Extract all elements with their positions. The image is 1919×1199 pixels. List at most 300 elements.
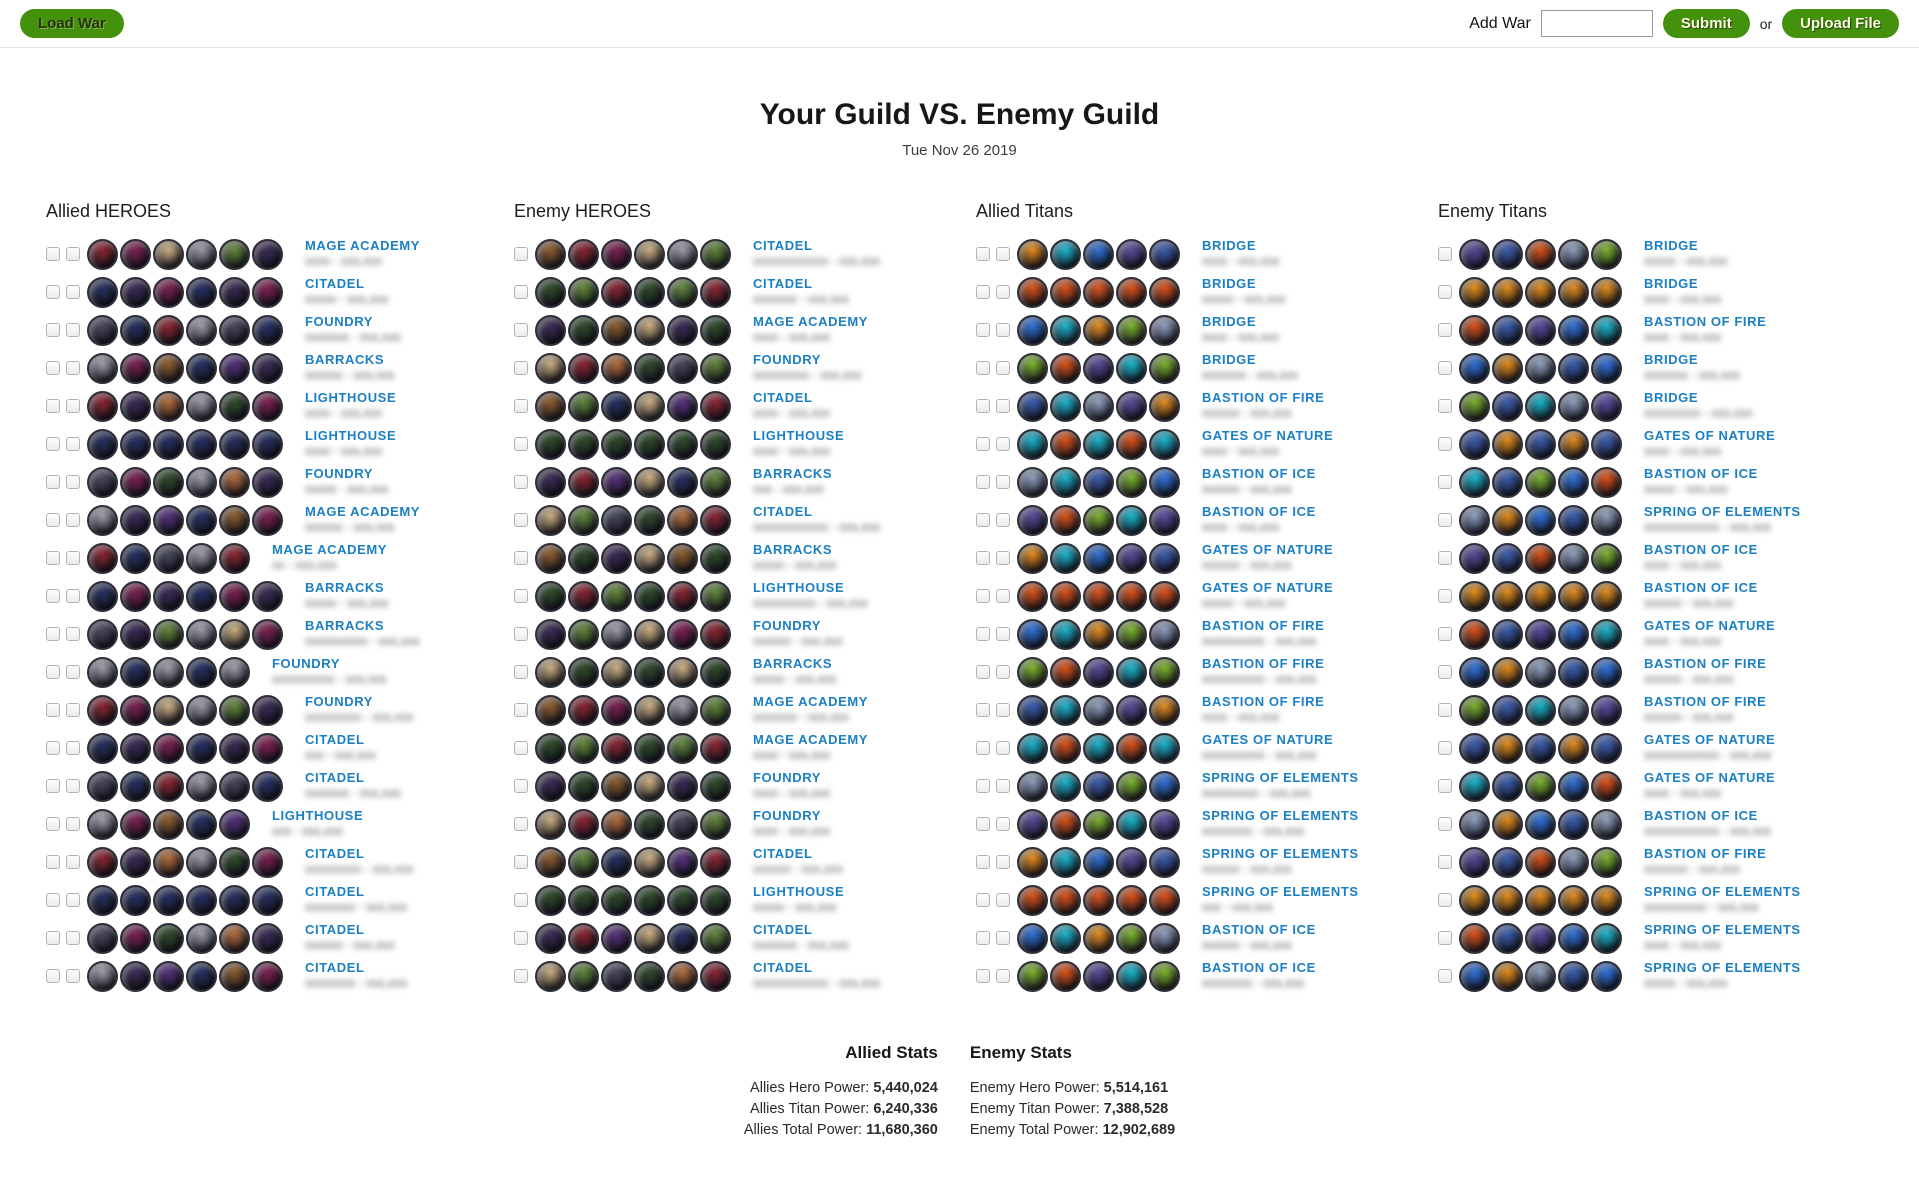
hero-portrait-icon: [601, 467, 632, 498]
attack-checkbox-1[interactable]: [46, 855, 60, 869]
hero-portrait-icon: [252, 353, 283, 384]
row-label-block: [1202, 733, 1333, 762]
attack-checkbox-2[interactable]: [996, 931, 1010, 945]
attack-checkbox-1[interactable]: [46, 703, 60, 717]
attack-checkbox-2[interactable]: [66, 475, 80, 489]
hero-portrait-icon: [700, 543, 731, 574]
building-label: CITADEL: [305, 846, 365, 862]
avatar-strip: [87, 353, 285, 384]
titan-portrait-icon: [1083, 619, 1114, 650]
hero-portrait-icon: [700, 391, 731, 422]
attack-checkbox-1[interactable]: [976, 437, 990, 451]
attack-checkbox-1[interactable]: [1438, 589, 1452, 603]
attack-checkbox-1[interactable]: [976, 475, 990, 489]
hero-portrait-icon: [700, 847, 731, 878]
attack-checkbox-1[interactable]: [46, 665, 60, 679]
hero-portrait-icon: [634, 277, 665, 308]
titan-portrait-icon: [1558, 619, 1589, 650]
attack-checkbox-1[interactable]: [514, 323, 528, 337]
titan-portrait-icon: [1083, 467, 1114, 498]
building-label: SPRING OF ELEMENTS: [1644, 884, 1801, 900]
hero-portrait-icon: [252, 619, 283, 650]
row-label-block: [1202, 581, 1333, 610]
hero-portrait-icon: [535, 657, 566, 688]
row-label-block: [753, 239, 880, 268]
attack-checkbox-2[interactable]: [996, 437, 1010, 451]
titan-portrait-icon: [1591, 619, 1622, 650]
row-label-block: [1202, 619, 1324, 648]
titan-portrait-icon: [1149, 771, 1180, 802]
hero-portrait-icon: [568, 733, 599, 764]
stat-label: Enemy Total Power:: [969, 1121, 1099, 1138]
attack-checkbox-2[interactable]: [66, 361, 80, 375]
hero-portrait-icon: [634, 885, 665, 916]
hero-portrait-icon: [568, 771, 599, 802]
war-date: Tue Nov 26 2019: [902, 142, 1017, 159]
add-war-input[interactable]: [1541, 10, 1653, 37]
titan-portrait-icon: [1083, 353, 1114, 384]
player-info-blurred: xxxxx - xxx,xxx: [305, 292, 389, 307]
hero-portrait-icon: [186, 885, 217, 916]
hero-portrait-icon: [634, 429, 665, 460]
attack-checkbox-1[interactable]: [514, 361, 528, 375]
attack-checkbox-1[interactable]: [1438, 665, 1452, 679]
attack-checkbox-1[interactable]: [976, 969, 990, 983]
hero-portrait-icon: [667, 467, 698, 498]
attack-checkbox-2[interactable]: [66, 969, 80, 983]
titan-portrait-icon: [1558, 315, 1589, 346]
attack-checkbox-1[interactable]: [1438, 247, 1452, 261]
attack-checkbox-1[interactable]: [514, 285, 528, 299]
player-info-blurred: xxxxxx - xxx,xxx: [753, 862, 843, 877]
attack-checkbox-1[interactable]: [514, 513, 528, 527]
player-info-blurred: xxxxx - xxx,xxx: [1644, 482, 1728, 497]
hero-portrait-icon: [700, 315, 731, 346]
attack-checkbox-1[interactable]: [976, 323, 990, 337]
roster-row: [514, 615, 976, 653]
stat-label: Allies Hero Power:: [750, 1079, 870, 1096]
attack-checkbox-2[interactable]: [66, 285, 80, 299]
building-label: BRIDGE: [1202, 352, 1257, 368]
player-info-blurred: xxxxx - xxx,xxx: [1644, 254, 1728, 269]
titan-portrait-icon: [1492, 961, 1523, 992]
attack-checkbox-1[interactable]: [1438, 779, 1452, 793]
hero-portrait-icon: [186, 733, 217, 764]
building-label: CITADEL: [753, 390, 813, 406]
titan-portrait-icon: [1149, 695, 1180, 726]
attack-checkbox-1[interactable]: [1438, 361, 1452, 375]
attack-checkbox-1[interactable]: [1438, 703, 1452, 717]
attack-checkbox-2[interactable]: [996, 475, 1010, 489]
titan-portrait-icon: [1050, 695, 1081, 726]
hero-portrait-icon: [153, 733, 184, 764]
load-war-button[interactable]: Load War: [20, 9, 124, 38]
attack-checkbox-1[interactable]: [514, 817, 528, 831]
attack-checkbox-1[interactable]: [514, 589, 528, 603]
attack-checkbox-1[interactable]: [1438, 437, 1452, 451]
hero-portrait-icon: [601, 277, 632, 308]
attack-checkbox-1[interactable]: [46, 969, 60, 983]
hero-portrait-icon: [568, 543, 599, 574]
player-info-blurred: xxxx - xxx,xxx: [1644, 444, 1722, 459]
hero-portrait-icon: [601, 353, 632, 384]
attack-checkbox-1[interactable]: [976, 703, 990, 717]
column-rows: [46, 235, 514, 995]
avatar-strip: [87, 923, 285, 954]
attack-checkbox-1[interactable]: [514, 931, 528, 945]
attack-checkbox-1[interactable]: [1438, 513, 1452, 527]
attack-checkbox-1[interactable]: [514, 551, 528, 565]
attack-checkbox-1[interactable]: [46, 741, 60, 755]
titan-portrait-icon: [1525, 315, 1556, 346]
hero-portrait-icon: [219, 239, 250, 270]
attack-checkbox-2[interactable]: [66, 703, 80, 717]
attack-checkbox-1[interactable]: [46, 551, 60, 565]
titan-portrait-icon: [1591, 581, 1622, 612]
hero-portrait-icon: [252, 733, 283, 764]
attack-checkbox-2[interactable]: [66, 779, 80, 793]
attack-checkbox-1[interactable]: [514, 627, 528, 641]
hero-portrait-icon: [153, 239, 184, 270]
roster-row: [976, 235, 1438, 273]
column-rows: [514, 235, 976, 995]
stat-line: [744, 1099, 938, 1120]
attack-checkbox-1[interactable]: [976, 931, 990, 945]
row-label-block: [1202, 239, 1279, 268]
attack-checkbox-1[interactable]: [976, 893, 990, 907]
player-info-blurred: xxxx - xxx,xxx: [1202, 254, 1280, 269]
attack-checkbox-1[interactable]: [514, 741, 528, 755]
row-label-block: [1644, 885, 1801, 914]
player-info-blurred: xxxxxxxxx - xxx,xxx: [1644, 406, 1753, 421]
attack-checkbox-2[interactable]: [996, 589, 1010, 603]
attack-checkbox-1[interactable]: [46, 513, 60, 527]
attack-checkbox-1[interactable]: [1438, 741, 1452, 755]
roster-row: [1438, 919, 1919, 957]
titan-portrait-icon: [1459, 467, 1490, 498]
attack-checkbox-1[interactable]: [1438, 551, 1452, 565]
attack-checkbox-2[interactable]: [66, 399, 80, 413]
avatar-strip: [535, 695, 733, 726]
avatar-strip: [1017, 961, 1182, 992]
row-label-block: [1202, 809, 1359, 838]
hero-portrait-icon: [87, 733, 118, 764]
row-label-block: [1644, 467, 1758, 496]
titan-portrait-icon: [1116, 847, 1147, 878]
avatar-strip: [1459, 657, 1624, 688]
attack-checkbox-2[interactable]: [996, 247, 1010, 261]
attack-checkbox-1[interactable]: [514, 779, 528, 793]
hero-portrait-icon: [87, 961, 118, 992]
hero-portrait-icon: [667, 771, 698, 802]
roster-row: [976, 881, 1438, 919]
row-label-block: [753, 505, 880, 534]
building-label: BASTION OF FIRE: [1202, 618, 1325, 634]
hero-portrait-icon: [252, 847, 283, 878]
titan-portrait-icon: [1017, 315, 1048, 346]
hero-portrait-icon: [153, 961, 184, 992]
player-info-blurred: xxxxxxxx - xxx,xxx: [305, 900, 408, 915]
hero-portrait-icon: [120, 391, 151, 422]
hero-portrait-icon: [601, 771, 632, 802]
player-info-blurred: xxxx - xxx,xxx: [753, 406, 831, 421]
building-label: BASTION OF ICE: [1644, 808, 1758, 824]
attack-checkbox-1[interactable]: [514, 247, 528, 261]
titan-portrait-icon: [1525, 543, 1556, 574]
avatar-strip: [1017, 467, 1182, 498]
avatar-strip: [535, 809, 733, 840]
hero-portrait-icon: [667, 315, 698, 346]
attack-checkbox-1[interactable]: [46, 285, 60, 299]
attack-checkbox-2[interactable]: [996, 551, 1010, 565]
hero-portrait-icon: [667, 239, 698, 270]
hero-portrait-icon: [535, 733, 566, 764]
titan-portrait-icon: [1116, 809, 1147, 840]
attack-checkbox-2[interactable]: [996, 627, 1010, 641]
titan-portrait-icon: [1116, 733, 1147, 764]
attack-checkbox-1[interactable]: [46, 627, 60, 641]
attack-checkbox-1[interactable]: [514, 893, 528, 907]
attack-checkbox-1[interactable]: [46, 475, 60, 489]
upload-file-button[interactable]: Upload File: [1782, 9, 1899, 38]
attack-checkbox-2[interactable]: [66, 817, 80, 831]
building-label: CITADEL: [753, 846, 813, 862]
hero-portrait-icon: [153, 619, 184, 650]
titan-portrait-icon: [1459, 543, 1490, 574]
attack-checkbox-1[interactable]: [976, 779, 990, 793]
player-info-blurred: xxxxxxx - xxx,xxx: [305, 786, 401, 801]
hero-portrait-icon: [568, 657, 599, 688]
attack-checkbox-2[interactable]: [66, 665, 80, 679]
hero-portrait-icon: [252, 315, 283, 346]
avatar-strip: [87, 277, 285, 308]
attack-checkbox-1[interactable]: [1438, 475, 1452, 489]
player-info-blurred: xxxx - xxx,xxx: [1644, 292, 1722, 307]
titan-portrait-icon: [1492, 505, 1523, 536]
roster-row: [46, 539, 514, 577]
titan-portrait-icon: [1591, 543, 1622, 574]
attack-checkbox-1[interactable]: [514, 855, 528, 869]
row-label-block: [1202, 353, 1298, 382]
attack-checkbox-2[interactable]: [996, 323, 1010, 337]
attack-checkbox-1[interactable]: [976, 361, 990, 375]
row-label-block: [305, 239, 420, 268]
attack-checkbox-1[interactable]: [46, 437, 60, 451]
roster-row: [46, 691, 514, 729]
hero-portrait-icon: [87, 543, 118, 574]
building-label: BASTION OF FIRE: [1202, 694, 1325, 710]
roster-row: [1438, 615, 1919, 653]
attack-checkbox-2[interactable]: [66, 931, 80, 945]
row-label-block: [1202, 771, 1359, 800]
attack-checkbox-1[interactable]: [514, 437, 528, 451]
row-label-block: [753, 809, 830, 838]
attack-checkbox-2[interactable]: [996, 855, 1010, 869]
attack-checkbox-1[interactable]: [976, 741, 990, 755]
titan-portrait-icon: [1459, 619, 1490, 650]
hero-portrait-icon: [186, 429, 217, 460]
roster-row: [514, 881, 976, 919]
attack-checkbox-1[interactable]: [514, 969, 528, 983]
roster-row: [976, 653, 1438, 691]
attack-checkbox-1[interactable]: [976, 399, 990, 413]
titan-portrait-icon: [1050, 657, 1081, 688]
titan-portrait-icon: [1017, 429, 1048, 460]
avatar-strip: [535, 353, 733, 384]
attack-checkbox-1[interactable]: [976, 589, 990, 603]
attack-checkbox-2[interactable]: [996, 285, 1010, 299]
building-label: BARRACKS: [305, 580, 385, 596]
attack-checkbox-2[interactable]: [66, 741, 80, 755]
titan-portrait-icon: [1116, 467, 1147, 498]
hero-portrait-icon: [120, 809, 151, 840]
player-info-blurred: xxxxxxxxxx - xxx,xxx: [305, 634, 420, 649]
titan-portrait-icon: [1050, 467, 1081, 498]
hero-portrait-icon: [153, 695, 184, 726]
hero-portrait-icon: [87, 885, 118, 916]
attack-checkbox-2[interactable]: [996, 779, 1010, 793]
attack-checkbox-1[interactable]: [46, 931, 60, 945]
attack-checkbox-1[interactable]: [976, 551, 990, 565]
titan-portrait-icon: [1083, 809, 1114, 840]
attack-checkbox-2[interactable]: [996, 893, 1010, 907]
hero-portrait-icon: [186, 619, 217, 650]
roster-row: [46, 235, 514, 273]
attack-checkbox-1[interactable]: [1438, 817, 1452, 831]
hero-portrait-icon: [120, 429, 151, 460]
attack-checkbox-1[interactable]: [46, 323, 60, 337]
submit-button[interactable]: Submit: [1663, 9, 1750, 38]
attack-checkbox-1[interactable]: [514, 703, 528, 717]
attack-checkbox-2[interactable]: [996, 399, 1010, 413]
hero-portrait-icon: [568, 885, 599, 916]
attack-checkbox-2[interactable]: [66, 247, 80, 261]
titan-portrait-icon: [1017, 733, 1048, 764]
attack-checkbox-1[interactable]: [46, 399, 60, 413]
roster-row: [1438, 539, 1919, 577]
titan-portrait-icon: [1149, 885, 1180, 916]
building-label: BARRACKS: [753, 542, 833, 558]
player-info-blurred: xxxxxxxxxxxx - xxx,xxx: [1644, 748, 1772, 763]
roster-row: [46, 653, 514, 691]
hero-portrait-icon: [634, 619, 665, 650]
attack-checkbox-2[interactable]: [66, 855, 80, 869]
attack-checkbox-1[interactable]: [976, 665, 990, 679]
attack-checkbox-1[interactable]: [976, 855, 990, 869]
attack-checkbox-1[interactable]: [1438, 399, 1452, 413]
attack-checkbox-2[interactable]: [66, 513, 80, 527]
attack-checkbox-1[interactable]: [1438, 931, 1452, 945]
titan-portrait-icon: [1525, 695, 1556, 726]
roster-row: [46, 957, 514, 995]
building-label: GATES OF NATURE: [1644, 618, 1776, 634]
attack-checkbox-1[interactable]: [976, 247, 990, 261]
attack-checkbox-2[interactable]: [996, 361, 1010, 375]
attack-checkbox-2[interactable]: [66, 437, 80, 451]
attack-checkbox-1[interactable]: [976, 627, 990, 641]
titan-portrait-icon: [1116, 315, 1147, 346]
row-label-block: [305, 733, 376, 762]
attack-checkbox-1[interactable]: [1438, 323, 1452, 337]
hero-portrait-icon: [667, 543, 698, 574]
attack-checkbox-2[interactable]: [996, 703, 1010, 717]
attack-checkbox-1[interactable]: [976, 817, 990, 831]
hero-portrait-icon: [535, 923, 566, 954]
attack-checkbox-1[interactable]: [1438, 893, 1452, 907]
attack-checkbox-2[interactable]: [996, 665, 1010, 679]
hero-portrait-icon: [153, 847, 184, 878]
attack-checkbox-1[interactable]: [514, 665, 528, 679]
attack-checkbox-1[interactable]: [514, 399, 528, 413]
attack-checkbox-2[interactable]: [996, 741, 1010, 755]
roster-row: [1438, 501, 1919, 539]
building-label: SPRING OF ELEMENTS: [1202, 884, 1359, 900]
building-label: CITADEL: [753, 238, 813, 254]
titan-portrait-icon: [1558, 239, 1589, 270]
roster-row: [46, 729, 514, 767]
hero-portrait-icon: [219, 505, 250, 536]
hero-portrait-icon: [667, 619, 698, 650]
avatar-strip: [1017, 429, 1182, 460]
building-label: GATES OF NATURE: [1202, 428, 1334, 444]
attack-checkbox-2[interactable]: [66, 893, 80, 907]
row-label-block: [753, 581, 868, 610]
attack-checkbox-2[interactable]: [996, 513, 1010, 527]
titan-portrait-icon: [1149, 543, 1180, 574]
player-info-blurred: xxxxxx - xxx,xxx: [305, 368, 395, 383]
attack-checkbox-1[interactable]: [46, 247, 60, 261]
row-label-block: [305, 505, 420, 534]
attack-checkbox-1[interactable]: [46, 779, 60, 793]
attack-checkbox-1[interactable]: [976, 285, 990, 299]
attack-checkbox-2[interactable]: [996, 969, 1010, 983]
attack-checkbox-2[interactable]: [66, 589, 80, 603]
attack-checkbox-1[interactable]: [1438, 969, 1452, 983]
attack-checkbox-1[interactable]: [46, 817, 60, 831]
attack-checkbox-1[interactable]: [514, 475, 528, 489]
attack-checkbox-1[interactable]: [46, 361, 60, 375]
attack-checkbox-1[interactable]: [46, 893, 60, 907]
row-label-block: [1644, 315, 1766, 344]
hero-portrait-icon: [667, 885, 698, 916]
hero-portrait-icon: [87, 657, 118, 688]
roster-row: [1438, 311, 1919, 349]
titan-portrait-icon: [1459, 391, 1490, 422]
row-label-block: [1202, 695, 1324, 724]
titan-portrait-icon: [1525, 771, 1556, 802]
attack-checkbox-2[interactable]: [996, 817, 1010, 831]
titan-portrait-icon: [1591, 847, 1622, 878]
attack-checkbox-2[interactable]: [66, 627, 80, 641]
attack-checkbox-1[interactable]: [1438, 855, 1452, 869]
titan-portrait-icon: [1492, 353, 1523, 384]
attack-checkbox-2[interactable]: [66, 323, 80, 337]
attack-checkbox-2[interactable]: [66, 551, 80, 565]
titan-portrait-icon: [1459, 353, 1490, 384]
avatar-strip: [1459, 771, 1624, 802]
building-label: BARRACKS: [305, 618, 385, 634]
titan-portrait-icon: [1083, 277, 1114, 308]
hero-portrait-icon: [634, 657, 665, 688]
titan-portrait-icon: [1083, 847, 1114, 878]
avatar-strip: [535, 429, 733, 460]
attack-checkbox-1[interactable]: [1438, 627, 1452, 641]
attack-checkbox-1[interactable]: [976, 513, 990, 527]
attack-checkbox-1[interactable]: [1438, 285, 1452, 299]
attack-checkbox-1[interactable]: [46, 589, 60, 603]
building-label: BRIDGE: [1644, 352, 1699, 368]
row-label-block: [1202, 277, 1285, 306]
